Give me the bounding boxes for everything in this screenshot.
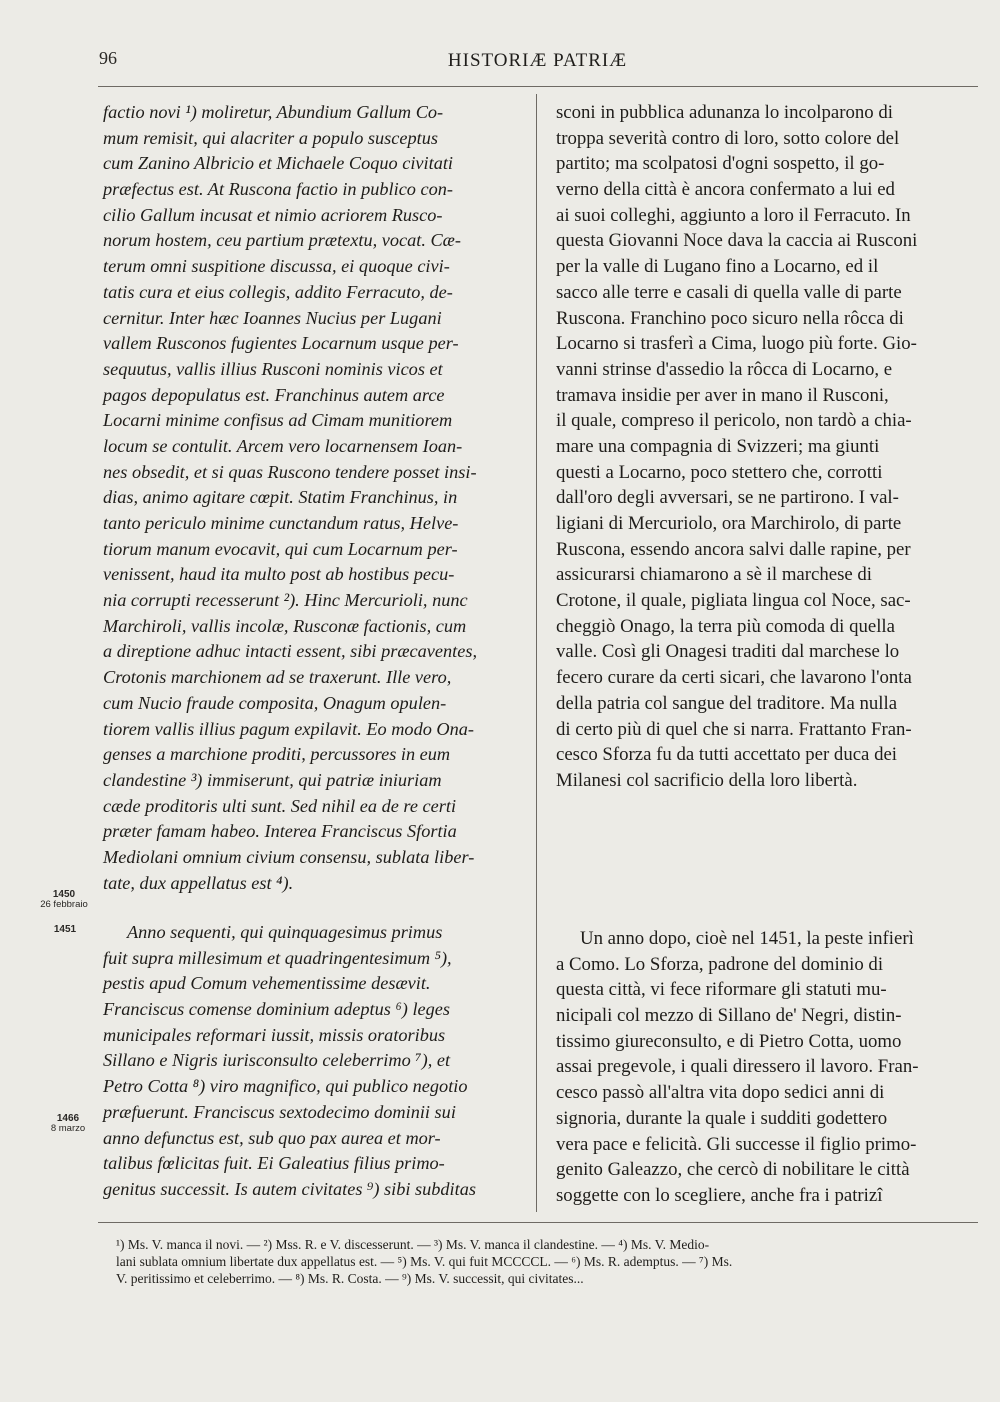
text-line: dall'oro degli avversari, se ne partirono. I val- bbox=[556, 487, 899, 509]
text-line: Anno sequenti, qui quinquagesimus primus bbox=[127, 922, 443, 942]
text-line: præter famam habeo. Interea Franciscus Sfortia bbox=[103, 821, 457, 842]
text-line: troppa severità contro di loro, sotto colore del bbox=[556, 127, 900, 149]
text-line: nicipali col mezzo di Sillano de' Negri, distin- bbox=[556, 1005, 902, 1027]
text-line: præfuerunt. Franciscus sextodecimo dominii sui bbox=[103, 1101, 456, 1122]
text-line: Franciscus comense dominium adeptus ⁶) leges bbox=[103, 999, 451, 1020]
text-line: Petro Cotta ⁸) viro magnifico, qui publico negotio bbox=[103, 1076, 468, 1097]
text-line: cesco Sforza fu da tutti accettato per duca dei bbox=[556, 744, 898, 766]
text-line: clandestine ³) immiserunt, qui patriæ iniuriam bbox=[103, 769, 442, 790]
text-line: tiorem vallis illius pagum expilavit. Eo modo Ona- bbox=[103, 718, 474, 739]
text-line: questa città, vi fece riformare gli statuti mu- bbox=[556, 979, 887, 1001]
text-line: genito Galeazzo, che cercò di nobilitare le città bbox=[556, 1159, 910, 1181]
text-line: dias, animo agitare cœpit. Statim Franchinus, in bbox=[103, 487, 458, 508]
footnote-rule bbox=[98, 1222, 978, 1223]
italian-paragraph-1 bbox=[556, 100, 966, 794]
text-line: assai pregevole, i quali diressero il lavoro. Fran- bbox=[556, 1056, 919, 1078]
text-line: Marchiroli, vallis incolæ, Rusconæ factionis, cum bbox=[103, 615, 467, 636]
text-line: assicurarsi chiamarono a sè il marchese di bbox=[556, 564, 873, 586]
text-line: Locarni minime confisus ad Cimam munitiorem bbox=[103, 410, 453, 431]
text-line: genitus successit. Is autem civitates ⁹) sibi subditas bbox=[103, 1178, 476, 1199]
text-line: Milanesi col sacrificio della loro libertà. bbox=[556, 769, 858, 791]
text-line: soggette con lo scegliere, anche fra i patrizî bbox=[556, 1184, 883, 1206]
text-line: vanni strinse d'assedio la rôcca di Locarno, e bbox=[556, 358, 893, 380]
text-line: verno della città è ancora confermato a lui ed bbox=[556, 179, 895, 201]
margin-note-1451 bbox=[40, 925, 90, 935]
margin-note-1466 bbox=[38, 1114, 98, 1134]
text-line: ai suoi colleghi, aggiunto a loro il Ferracuto. In bbox=[556, 204, 911, 226]
text-line: fuit supra millesimum et quadringentesimum ⁵), bbox=[103, 947, 452, 968]
margin-note-year: 1466 bbox=[56, 1113, 80, 1124]
margin-note-date: 26 febbraio bbox=[40, 899, 88, 910]
text-line: a direptione adhuc intacti essent, sibi præcaventes, bbox=[103, 641, 478, 662]
text-line: terum omni suspitione discussa, ei quoque civi- bbox=[103, 256, 450, 277]
text-line: della patria col sangue del traditore. Ma nulla bbox=[556, 692, 898, 714]
text-line: cum Nucio fraude composita, Onagum opulen- bbox=[103, 692, 447, 713]
text-line: factio novi ¹) moliretur, Abundium Gallum Co- bbox=[103, 102, 444, 122]
text-line: ligiani di Mercuriolo, ora Marchirolo, di parte bbox=[556, 513, 902, 534]
text-line: cilio Gallum incusat et nimio acriorem Rusco- bbox=[103, 204, 443, 225]
text-line: Crotone, il quale, pigliata lingua col Noce, sac- bbox=[556, 590, 911, 612]
text-line: mare una compagnia di Svizzeri; ma giunti bbox=[556, 435, 880, 457]
text-line: Un anno dopo, cioè nel 1451, la peste infierì bbox=[580, 928, 914, 949]
page-number: 96 bbox=[99, 48, 117, 68]
text-line: Sillano e Nigris iurisconsulto celeberrimo ⁷), et bbox=[103, 1050, 451, 1071]
footnote-line: V. peritissimo et celeberrimo. — ⁸) Ms. R. Costa. — ⁹) Ms. V. successit, qui civitates... bbox=[116, 1271, 584, 1286]
text-line: Crotonis marchionem ad se traxerunt. Ille vero, bbox=[103, 667, 452, 688]
text-line: nia corrupti recesserunt ²). Hinc Mercurioli, nunc bbox=[103, 590, 468, 611]
text-line: mum remisit, qui alacriter a populo susceptus bbox=[103, 127, 438, 148]
text-line: Mediolani omnium civium consensu, sublata liber- bbox=[103, 846, 475, 867]
column-divider bbox=[536, 94, 537, 1212]
text-line: municipales reformari iussit, missis oratoribus bbox=[103, 1024, 446, 1045]
text-line: tate, dux appellatus est ⁴). bbox=[103, 872, 294, 893]
margin-note-year: 1450 bbox=[52, 889, 76, 900]
text-line: di certo più di quel che si narra. Frattanto Fran- bbox=[556, 718, 912, 740]
footnotes bbox=[116, 1236, 976, 1287]
text-line: tiorum manum evocavit, qui cum Locarnum per- bbox=[103, 538, 458, 559]
text-line: præfectus est. At Ruscona factio in publico con- bbox=[103, 179, 454, 200]
latin-paragraph-2 bbox=[103, 920, 513, 1203]
text-line: tramava insidie per aver in mano il Rusconi, bbox=[556, 384, 889, 406]
text-line: pagos depopulatus est. Franchinus autem arce bbox=[103, 384, 445, 405]
text-line: tanto periculo minime cunctandum ratus, Helve- bbox=[103, 513, 459, 533]
text-line: sequutus, vallis illius Rusconi nominis vicos et bbox=[103, 358, 443, 379]
text-line: tatis cura et eius collegis, addito Ferracuto, de- bbox=[103, 281, 453, 302]
text-line: locum se contulit. Arcem vero locarnensem Ioan- bbox=[103, 435, 463, 456]
margin-note-1450 bbox=[34, 890, 94, 910]
text-line: per la valle di Lugano fino a Locarno, ed il bbox=[556, 256, 879, 278]
text-line: il quale, compreso il pericolo, non tardò a chia- bbox=[556, 410, 912, 432]
text-line: vallem Rusconos fugientes Locarnum usque per- bbox=[103, 333, 459, 354]
text-line: norum hostem, ceu partium prætextu, vocat. Cæ- bbox=[103, 230, 461, 251]
text-line: cæde proditoris ulti sunt. Sed nihil ea de re certi bbox=[103, 795, 457, 816]
text-line: questi a Locarno, poco stettero che, corrotti bbox=[556, 461, 883, 483]
text-line: sconi in pubblica adunanza lo incolparono di bbox=[556, 102, 893, 123]
text-line: tissimo giureconsulto, e di Pietro Cotta, uomo bbox=[556, 1030, 902, 1052]
margin-note-date: 8 marzo bbox=[50, 1123, 86, 1134]
text-line: cesco passò all'altra vita dopo sedici anni di bbox=[556, 1082, 885, 1104]
text-line: signoria, durante la quale i sudditi godettero bbox=[556, 1107, 888, 1129]
text-line: questa Giovanni Noce dava la caccia ai Rusconi bbox=[556, 230, 918, 252]
text-line: anno defunctus est, sub quo pax aurea et mor- bbox=[103, 1127, 441, 1148]
text-line: partito; ma scolpatosi d'ogni sospetto, il go- bbox=[556, 153, 885, 175]
text-line: genses a marchione proditi, percussores in eum bbox=[103, 744, 451, 765]
latin-paragraph-1 bbox=[103, 100, 513, 896]
text-line: cernitur. Inter hæc Ioannes Nucius per Lugani bbox=[103, 307, 442, 328]
text-line: cheggiò Onago, la terra più comoda di quella bbox=[556, 615, 895, 637]
text-line: venissent, haud ita multo post ab hostibus pecu- bbox=[103, 564, 455, 585]
text-line: vera pace e felicità. Gli successe il figlio primo- bbox=[556, 1133, 917, 1155]
text-line: fecero curare da certi sicari, che lavarono l'onta bbox=[556, 667, 912, 689]
text-line: a Como. Lo Sforza, padrone del dominio di bbox=[556, 953, 884, 975]
margin-note-year: 1451 bbox=[53, 924, 77, 935]
text-line: Ruscona, essendo ancora salvi dalle rapine, per bbox=[556, 538, 911, 560]
text-line: Locarno si trasferì a Cima, luogo più forte. Gio- bbox=[556, 333, 917, 355]
text-line: sacco alle terre e casali di quella valle di parte bbox=[556, 281, 902, 303]
footnote-line: lani sublata omnium libertate dux appellatus est. — ⁵) Ms. V. qui fuit MCCCCL. — ⁶) Ms. R. ademptus. — ⁷) Ms. bbox=[116, 1254, 733, 1269]
text-line: nes obsedit, et si quas Ruscono tendere posset insi- bbox=[103, 461, 477, 482]
running-title: HISTORIÆ PATRIÆ bbox=[447, 50, 628, 71]
text-line: valle. Così gli Onagesi traditi dal marchese lo bbox=[556, 641, 900, 663]
text-line: talibus fœlicitas fuit. Ei Galeatius filius primo- bbox=[103, 1153, 445, 1174]
footnote-line: ¹) Ms. V. manca il novi. — ²) Mss. R. e V. discesserunt. — ³) Ms. V. manca il clandestine. — ⁴) Ms. V. Medio- bbox=[116, 1237, 710, 1252]
text-line: pestis apud Comum vehementissime desævit. bbox=[103, 973, 431, 994]
header-rule bbox=[98, 86, 978, 87]
italian-paragraph-2 bbox=[556, 926, 966, 1209]
text-line: cum Zanino Albricio et Michaele Coquo civitati bbox=[103, 153, 453, 174]
text-line: Ruscona. Franchino poco sicuro nella rôcca di bbox=[556, 307, 904, 329]
